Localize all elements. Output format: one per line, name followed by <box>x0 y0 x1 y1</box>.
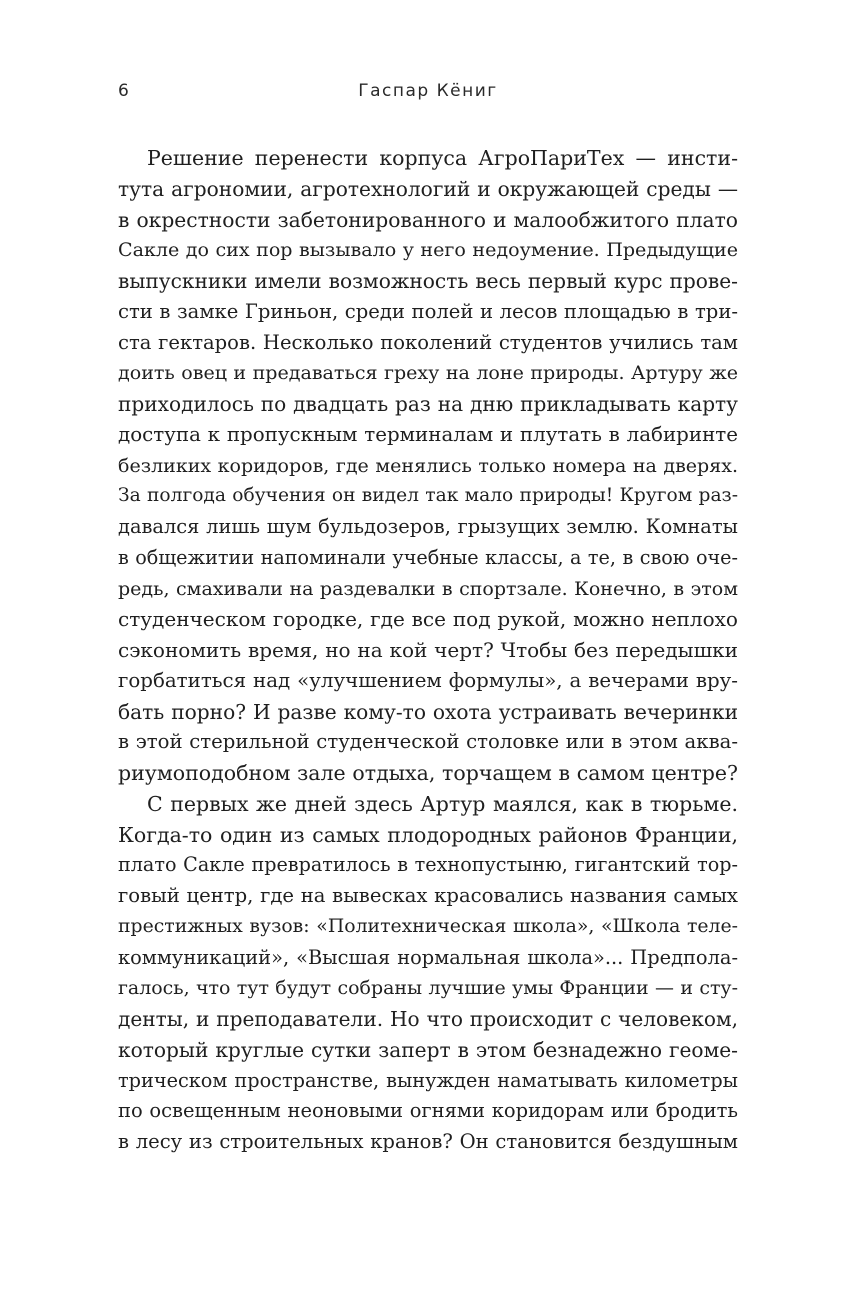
text-line: горбатиться над «улучшением формулы», а вечерами вру- <box>118 668 738 692</box>
text-line: говый центр, где на вывесках красовались названия самых <box>118 884 738 907</box>
text-line: трическом пространстве, вынужден наматывать километры <box>118 1068 738 1092</box>
text-line: бать порно? И разве кому-то охота устраивать вечеринки <box>118 699 738 724</box>
text-line: в окрестности забетонированного и малообжитого плато <box>118 207 738 232</box>
text-line: приходилось по двадцать раз на дню прикладывать карту <box>118 392 738 416</box>
author-name: Гаспар Кёниг <box>358 81 498 101</box>
text-line: студенческом городке, где все под рукой, можно неплохо <box>118 607 738 632</box>
text-line: в лесу из строительных кранов? Он становится бездушным <box>118 1130 738 1153</box>
text-line: Когда-то один из самых плодородных районов Франции, <box>118 822 738 847</box>
text-line: риумоподобном зале отдыха, торчащем в самом центре? <box>118 761 738 785</box>
paragraph-2 <box>118 789 738 1158</box>
text-line: престижных вузов: «Политехническая школа», «Школа теле- <box>118 915 738 937</box>
text-line: За полгода обучения он видел так мало природы! Кругом раз- <box>118 485 738 507</box>
text-line: доступа к пропускным терминалам и плутать в лабиринте <box>118 422 738 446</box>
paragraph-1 <box>118 143 738 789</box>
text-line: выпускники имели возможность весь первый курс прове- <box>118 269 738 293</box>
text-line: С первых же дней здесь Артур маялся, как в тюрьме. <box>147 791 738 816</box>
text-line: коммуникаций», «Высшая нормальная школа»... Предпола- <box>118 945 738 969</box>
text-line: тута агрономии, агротехнологий и окружающей среды — <box>118 176 738 201</box>
text-line: галось, что тут будут собраны лучшие умы Франции — и сту- <box>118 977 738 1000</box>
text-line: в общежитии напоминали учебные классы, а те, в свою оче- <box>118 545 738 569</box>
body-text <box>118 143 738 1158</box>
text-line: Сакле до сих пор вызывало у него недоумение. Предыдущие <box>118 239 738 262</box>
text-line: плато Сакле превратилось в технопустыню, гигантский тор- <box>118 853 738 877</box>
running-header <box>118 81 738 105</box>
text-line: давался лишь шум бульдозеров, грызущих землю. Комнаты <box>118 515 738 538</box>
text-line: денты, и преподаватели. Но что происходит с человеком, <box>118 1007 738 1031</box>
text-line: по освещенным неоновыми огнями коридорам или бродить <box>118 1099 738 1123</box>
text-line: ста гектаров. Несколько поколений студентов учились там <box>118 330 738 354</box>
text-line: доить овец и предаваться греху на лоне природы. Артуру же <box>118 362 738 385</box>
text-line: в этой стерильной студенческой столовке или в этом аква- <box>118 730 738 754</box>
text-line: который круглые сутки заперт в этом безнадежно геоме- <box>118 1037 738 1062</box>
text-line: сти в замке Гриньон, среди полей и лесов площадью в три- <box>118 299 738 323</box>
page-number: 6 <box>118 81 131 101</box>
text-line: Решение перенести корпуса АгроПариТех — инсти- <box>147 146 738 170</box>
text-line: сэкономить время, но на кой черт? Чтобы без передышки <box>118 638 738 662</box>
text-line: безликих коридоров, где менялись только номера на дверях. <box>118 454 738 477</box>
text-line: редь, смахивали на раздевалки в спортзале. Конечно, в этом <box>118 577 738 600</box>
